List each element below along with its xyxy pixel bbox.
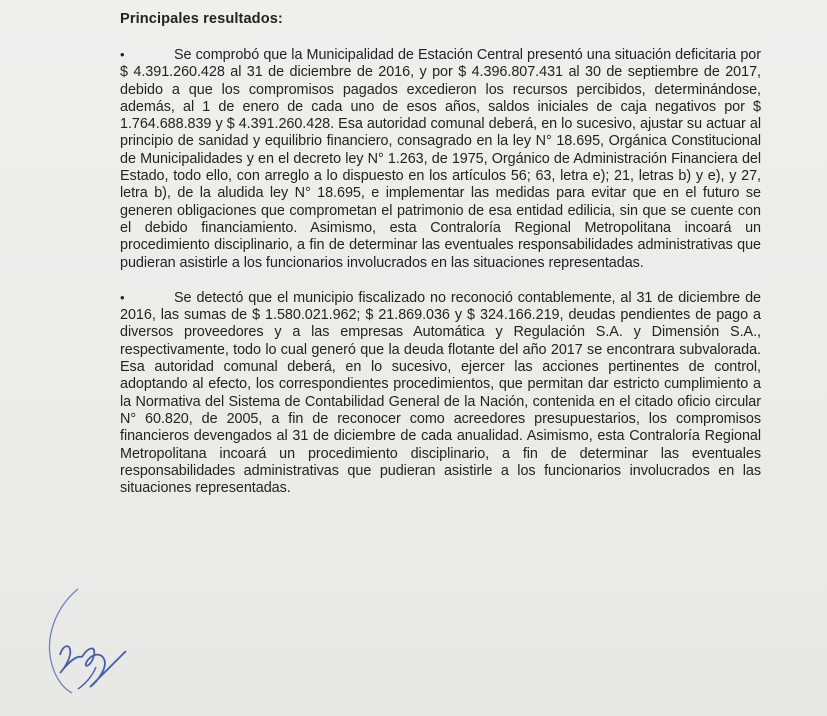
section-heading: Principales resultados: [120, 11, 283, 27]
paragraph-text: Se comprobó que la Municipalidad de Estación Central presentó una situación deficitaria por $ 4.391.260.428 al 31 de diciembre de 2016, y por $ 4.396.807.431 al 30 de septiembre de 2017, debido a que los compromisos pagados excedieron los recursos percibidos, determinándose, además, al 1 de enero de cada uno de esos años, saldos iniciales de caja negativos por $ 1.764.688.839 y $ 4.391.260.428. Esa autoridad comunal deberá, en lo sucesivo, ajustar su actuar al principio de sanidad y equilibrio financiero, consagrado en la ley N° 18.695, Orgánica Constitucional de Municipalidades y en el decreto ley N° 1.263, de 1975, Orgánico de Administración Financiera del Estado, todo ello, con arreglo a lo dispuesto en los artículos 56; 63, letra e); 21, letras b) y e), y 27, letra b), de la aludida ley N° 18.695, e implementar las medidas para evitar que en el futuro se generen obligaciones que comprometan el patrimonio de esa entidad edilicia, sin que se cuente con el debido financiamiento. Asimismo, esta Contraloría Regional Metropolitana incoará un procedimiento disciplinario, a fin de determinar las eventuales responsabilidades administrativas que pudieran asistirle a los funcionarios involucrados en las situaciones representadas. [120, 47, 761, 271]
signature-icon [38, 585, 148, 695]
bullet-icon: • [120, 47, 125, 62]
result-paragraph-2 [120, 289, 761, 498]
bullet-icon: • [120, 289, 125, 305]
result-paragraph-1 [120, 46, 761, 272]
paragraph-text: Se detectó que el municipio fiscalizado no reconoció contablemente, al 31 de diciembre de 2016, las sumas de $ 1.580.021.962; $ 21.869.036 y $ 324.166.219, deudas pendientes de pago a diversos proveedores y a las empresas Automática y Regulación S.A. y Dimensión S.A., respectivamente, todo lo cual generó que la deuda flotante del año 2017 se encontrara subvalorada. Esa autoridad comunal deberá, en lo sucesivo, ejercer las acciones pertinentes de control, adoptando al efecto, los correspondientes procedimientos, que permitan dar estricto cumplimiento a la Normativa del Sistema de Contabilidad General de la Nación, contenida en el citado oficio circular N° 60.820, de 2005, a fin de reconocer como acreedores presupuestarios, los compromisos financieros devengados al 31 de diciembre de cada anualidad. Asimismo, esta Contraloría Regional Metropolitana incoará un procedimiento disciplinario, a fin de determinar las eventuales responsabilidades administrativas que pudieran asistirle a los funcionarios involucrados en las situaciones representadas. [120, 289, 761, 497]
document-body [120, 10, 761, 514]
